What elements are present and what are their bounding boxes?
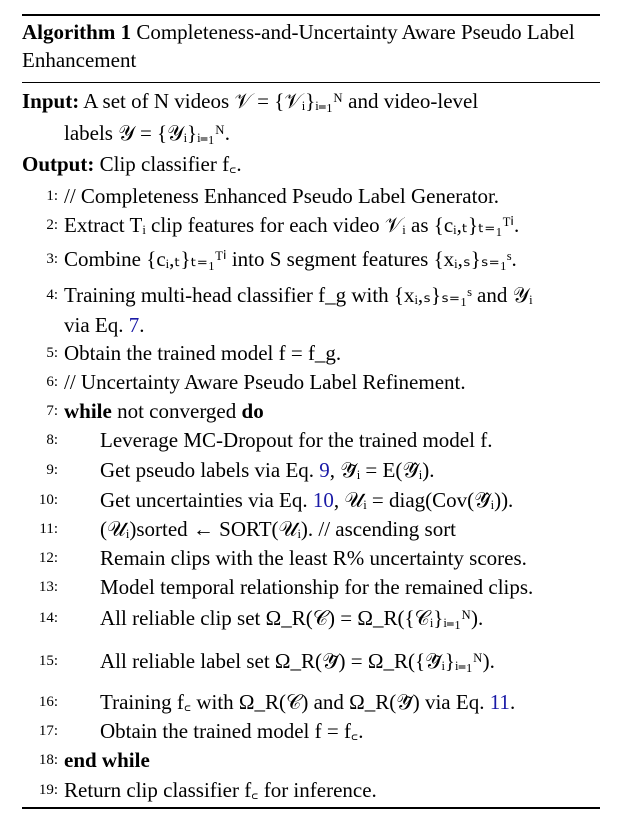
step-text: (𝒰ᵢ)sorted ← SORT(𝒰ᵢ). // ascending sort <box>100 517 457 541</box>
input-label: Input: <box>22 89 80 113</box>
step-number: 18: <box>38 752 58 768</box>
step-number: 4: <box>46 287 58 303</box>
step-8 <box>22 425 612 455</box>
step-1 <box>22 181 612 211</box>
algorithm-title-text: Completeness-and-Uncertainty Aware Pseudo Label Enhancement <box>22 20 575 72</box>
step-14 <box>22 603 612 633</box>
step-text: Obtain the trained model f = f_g. <box>64 341 342 365</box>
step-10 <box>22 485 612 515</box>
step-number: 14: <box>38 610 58 626</box>
step-text: . <box>509 690 516 714</box>
step-number: 10: <box>38 492 58 508</box>
step-text: Return clip classifier f꜀ for inference. <box>64 778 377 802</box>
step-text: All reliable clip set Ω_R(𝒞) = Ω_R({𝒞ᵢ}ᵢ₌₁ᴺ). <box>100 606 484 630</box>
step-4 <box>22 280 612 310</box>
keyword-end-while: end while <box>64 748 150 772</box>
step-text: // Uncertainty Aware Pseudo Label Refinement. <box>64 370 466 394</box>
step-number: 12: <box>38 550 58 566</box>
input-line-2 <box>64 118 604 148</box>
step-number: 6: <box>46 374 58 390</box>
step-2 <box>22 210 612 240</box>
equation-ref-link[interactable]: 11 <box>489 690 510 714</box>
step-number: 19: <box>38 782 58 798</box>
input-line <box>22 86 607 116</box>
step-text: Model temporal relationship for the remained clips. <box>100 575 534 599</box>
step-text: All reliable label set Ω_R(𝒴̃) = Ω_R({𝒴̃ᵢ}ᵢ₌₁ᴺ). <box>100 649 495 673</box>
output-line <box>22 149 607 179</box>
step-text: Training multi-head classifier f_g with {xᵢ,ₛ}ₛ₌₁ˢ and 𝒴ᵢ <box>64 283 533 307</box>
step-4-continuation <box>22 310 612 340</box>
step-text: Get uncertainties via Eq. <box>100 488 313 512</box>
step-number: 13: <box>38 579 58 595</box>
input-text-b: labels 𝒴 = {𝒴ᵢ}ᵢ₌₁ᴺ. <box>64 121 230 145</box>
step-13 <box>22 572 612 602</box>
input-text-a: A set of N videos 𝒱 = {𝒱ᵢ}ᵢ₌₁ᴺ and video-level <box>83 89 479 113</box>
output-label: Output: <box>22 152 95 176</box>
step-text: . <box>139 313 145 337</box>
step-number: 3: <box>46 251 58 267</box>
step-11 <box>22 514 612 544</box>
output-text: Clip classifier f꜀. <box>99 152 242 176</box>
step-number: 9: <box>46 462 58 478</box>
step-number: 2: <box>46 217 58 233</box>
step-text: Training f꜀ with Ω_R(𝒞) and Ω_R(𝒴̃) via Eq. <box>100 690 490 714</box>
equation-ref-link[interactable]: 9 <box>319 458 330 482</box>
step-19 <box>22 775 612 805</box>
step-number: 1: <box>46 188 58 204</box>
step-text: Get pseudo labels via Eq. <box>100 458 320 482</box>
step-6 <box>22 367 612 397</box>
step-text: via Eq. <box>64 313 129 337</box>
step-text: // Completeness Enhanced Pseudo Label Generator. <box>64 184 500 208</box>
step-9 <box>22 455 612 485</box>
step-number: 8: <box>46 432 58 448</box>
step-text: Extract Tᵢ clip features for each video 𝒱ᵢ as {cᵢ,ₜ}ₜ₌₁ᵀⁱ. <box>64 213 520 237</box>
step-3 <box>22 244 612 274</box>
keyword-do: do <box>241 399 264 423</box>
step-number: 15: <box>38 653 58 669</box>
step-16 <box>22 687 612 717</box>
title-rule <box>22 82 600 83</box>
step-12 <box>22 543 612 573</box>
bottom-rule <box>22 807 600 809</box>
step-number: 11: <box>39 521 58 537</box>
step-18 <box>22 745 612 775</box>
step-text: not converged <box>111 399 242 423</box>
equation-ref-link[interactable]: 7 <box>128 313 140 337</box>
step-text: , 𝒴̃ᵢ = E(𝒴̂ᵢ). <box>329 458 435 482</box>
step-15 <box>22 646 612 676</box>
step-5 <box>22 338 612 368</box>
step-text: Obtain the trained model f = f꜀. <box>100 719 364 743</box>
step-7 <box>22 396 612 426</box>
equation-ref-link[interactable]: 10 <box>312 488 334 512</box>
top-rule <box>22 14 600 16</box>
step-number: 17: <box>38 723 58 739</box>
step-text: Leverage MC-Dropout for the trained model f. <box>100 428 493 452</box>
step-number: 16: <box>38 694 58 710</box>
algorithm-label: Algorithm 1 <box>22 20 132 44</box>
step-number: 7: <box>46 403 58 419</box>
step-text: Remain clips with the least R% uncertainty scores. <box>100 546 527 570</box>
step-text: , 𝒰ᵢ = diag(Cov(𝒴̂ᵢ)). <box>333 488 514 512</box>
step-number: 5: <box>46 345 58 361</box>
step-text: Combine {cᵢ,ₜ}ₜ₌₁ᵀⁱ into S segment features {xᵢ,ₛ}ₛ₌₁ˢ. <box>64 247 517 271</box>
step-17 <box>22 716 612 746</box>
keyword-while: while <box>64 399 112 423</box>
algorithm-title <box>22 18 602 74</box>
